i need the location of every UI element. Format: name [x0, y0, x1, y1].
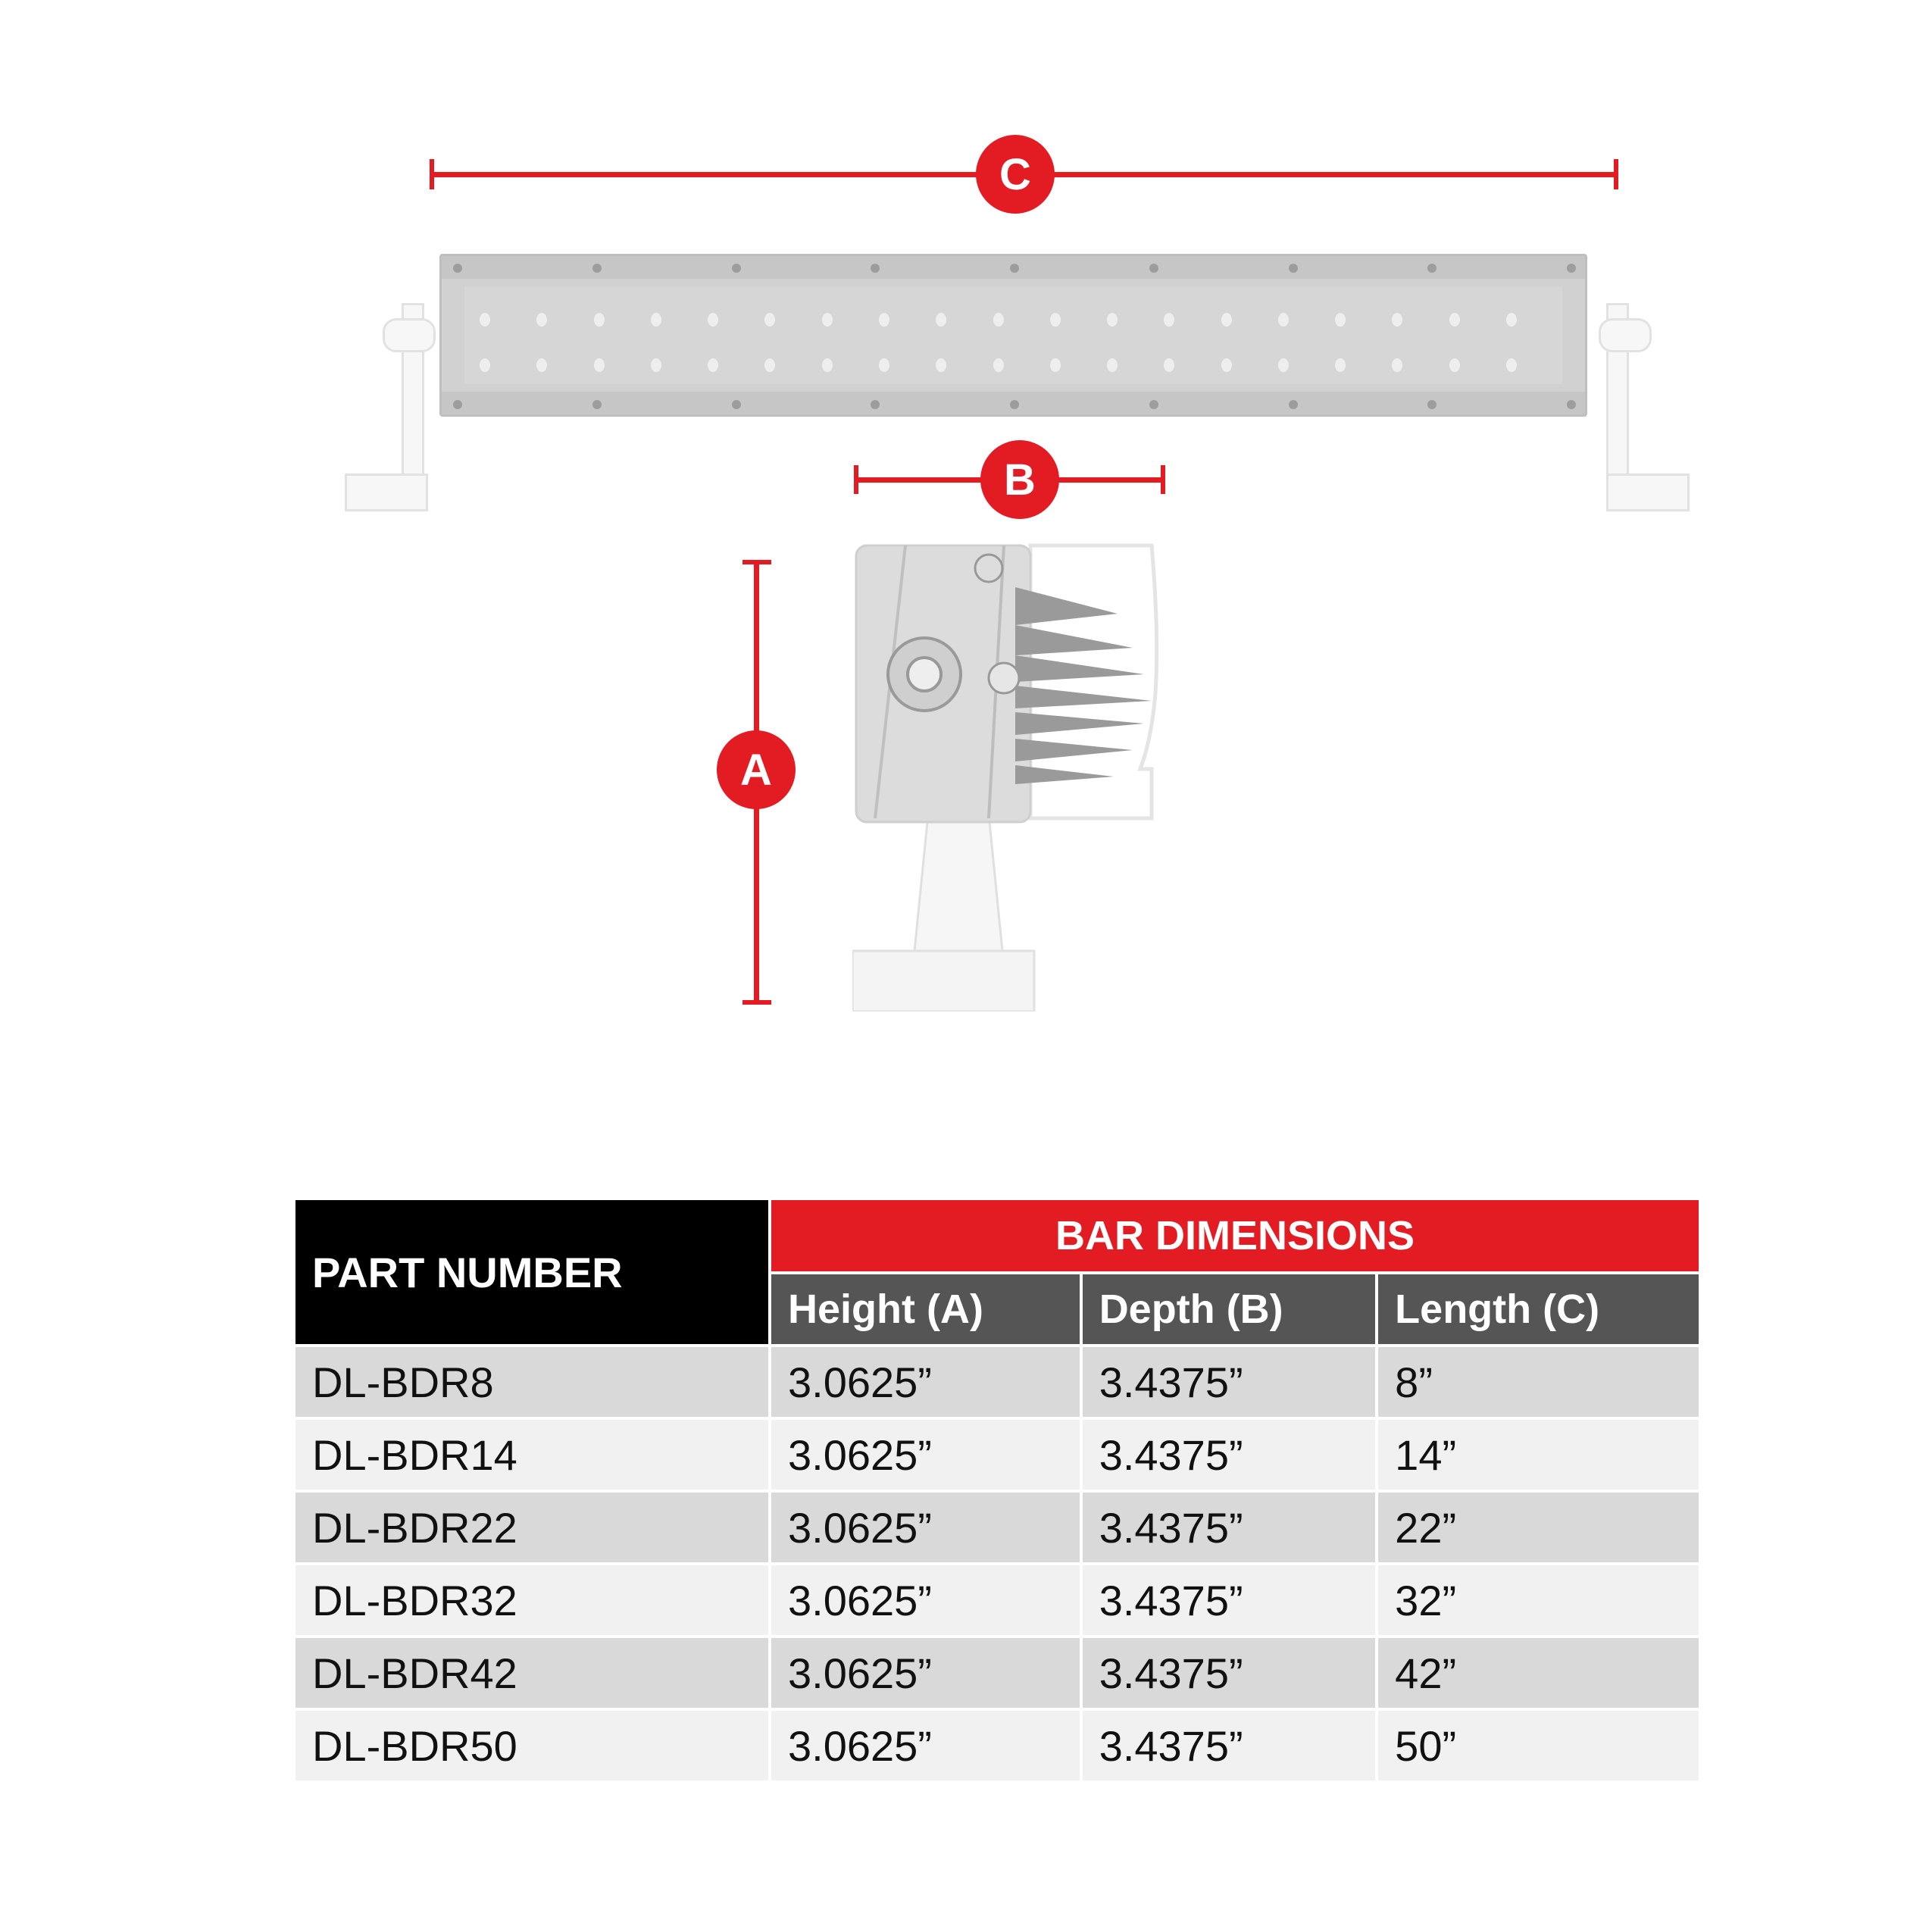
led-icon — [1278, 358, 1289, 372]
led-icon — [879, 313, 889, 327]
screw-icon — [1289, 264, 1298, 273]
led-icon — [594, 313, 605, 327]
led-icon — [879, 358, 889, 372]
dimension-c-badge: C — [976, 135, 1055, 214]
length-cell: 14” — [1378, 1420, 1699, 1490]
led-icon — [1449, 358, 1460, 372]
led-icon — [1335, 313, 1346, 327]
dimension-a-badge: A — [717, 730, 796, 809]
led-icon — [708, 358, 718, 372]
depth-cell: 3.4375” — [1083, 1420, 1375, 1490]
dimensions-table — [292, 1197, 1702, 1784]
led-icon — [764, 313, 775, 327]
led-icon — [1506, 358, 1517, 372]
screw-icon — [732, 400, 741, 409]
screw-icon — [453, 264, 462, 273]
led-icon — [1221, 358, 1232, 372]
led-icon — [1221, 313, 1232, 327]
length-column-header: Length (C) — [1378, 1274, 1699, 1344]
table-row — [295, 1565, 1699, 1635]
depth-cell: 3.4375” — [1083, 1565, 1375, 1635]
length-cell: 42” — [1378, 1638, 1699, 1708]
led-icon — [1164, 358, 1174, 372]
light-bar-side-view — [852, 542, 1167, 1011]
height-cell: 3.0625” — [771, 1711, 1080, 1780]
led-icon — [594, 358, 605, 372]
screw-icon — [1010, 264, 1019, 273]
led-icon — [1050, 358, 1061, 372]
led-icon — [1050, 313, 1061, 327]
length-cell: 50” — [1378, 1711, 1699, 1780]
screw-icon — [732, 264, 741, 273]
led-icon — [1164, 313, 1174, 327]
led-icon — [1335, 358, 1346, 372]
table-row — [295, 1347, 1699, 1417]
table-row — [295, 1638, 1699, 1708]
height-cell: 3.0625” — [771, 1493, 1080, 1562]
height-column-header: Height (A) — [771, 1274, 1080, 1344]
depth-cell: 3.4375” — [1083, 1493, 1375, 1562]
part-number-cell: DL-BDR22 — [295, 1493, 768, 1562]
height-cell: 3.0625” — [771, 1638, 1080, 1708]
led-icon — [993, 313, 1004, 327]
depth-cell: 3.4375” — [1083, 1347, 1375, 1417]
led-icon — [993, 358, 1004, 372]
screw-icon — [453, 400, 462, 409]
led-icon — [936, 313, 946, 327]
screw-icon — [1289, 400, 1298, 409]
part-number-cell: DL-BDR32 — [295, 1565, 768, 1635]
led-icon — [1392, 313, 1402, 327]
led-icon — [651, 358, 661, 372]
depth-cell: 3.4375” — [1083, 1711, 1375, 1780]
screw-icon — [1567, 264, 1576, 273]
led-icon — [480, 358, 490, 372]
led-icon — [536, 358, 547, 372]
led-icon — [936, 358, 946, 372]
screw-icon — [1149, 400, 1158, 409]
screw-icon — [1567, 400, 1576, 409]
led-icon — [822, 358, 833, 372]
part-number-cell: DL-BDR14 — [295, 1420, 768, 1490]
screw-icon — [592, 264, 602, 273]
bar-dimensions-header: BAR DIMENSIONS — [771, 1200, 1699, 1271]
led-icon — [1107, 358, 1118, 372]
length-cell: 32” — [1378, 1565, 1699, 1635]
part-number-cell: DL-BDR8 — [295, 1347, 768, 1417]
table-row — [295, 1711, 1699, 1780]
led-icon — [651, 313, 661, 327]
led-icon — [1506, 313, 1517, 327]
depth-cell: 3.4375” — [1083, 1638, 1375, 1708]
table-row — [295, 1493, 1699, 1562]
table-row — [295, 1420, 1699, 1490]
led-icon — [1449, 313, 1460, 327]
led-icon — [764, 358, 775, 372]
led-icon — [708, 313, 718, 327]
height-cell: 3.0625” — [771, 1420, 1080, 1490]
depth-column-header: Depth (B) — [1083, 1274, 1375, 1344]
height-cell: 3.0625” — [771, 1347, 1080, 1417]
screw-icon — [1010, 400, 1019, 409]
screw-icon — [1149, 264, 1158, 273]
led-icon — [480, 313, 490, 327]
part-number-header: PART NUMBER — [295, 1200, 768, 1344]
dimension-b-badge: B — [980, 440, 1059, 519]
led-icon — [822, 313, 833, 327]
length-cell: 22” — [1378, 1493, 1699, 1562]
led-icon — [536, 313, 547, 327]
part-number-cell: DL-BDR50 — [295, 1711, 768, 1780]
length-cell: 8” — [1378, 1347, 1699, 1417]
led-icon — [1392, 358, 1402, 372]
led-icon — [1278, 313, 1289, 327]
screw-icon — [592, 400, 602, 409]
led-icon — [1107, 313, 1118, 327]
height-cell: 3.0625” — [771, 1565, 1080, 1635]
part-number-cell: DL-BDR42 — [295, 1638, 768, 1708]
